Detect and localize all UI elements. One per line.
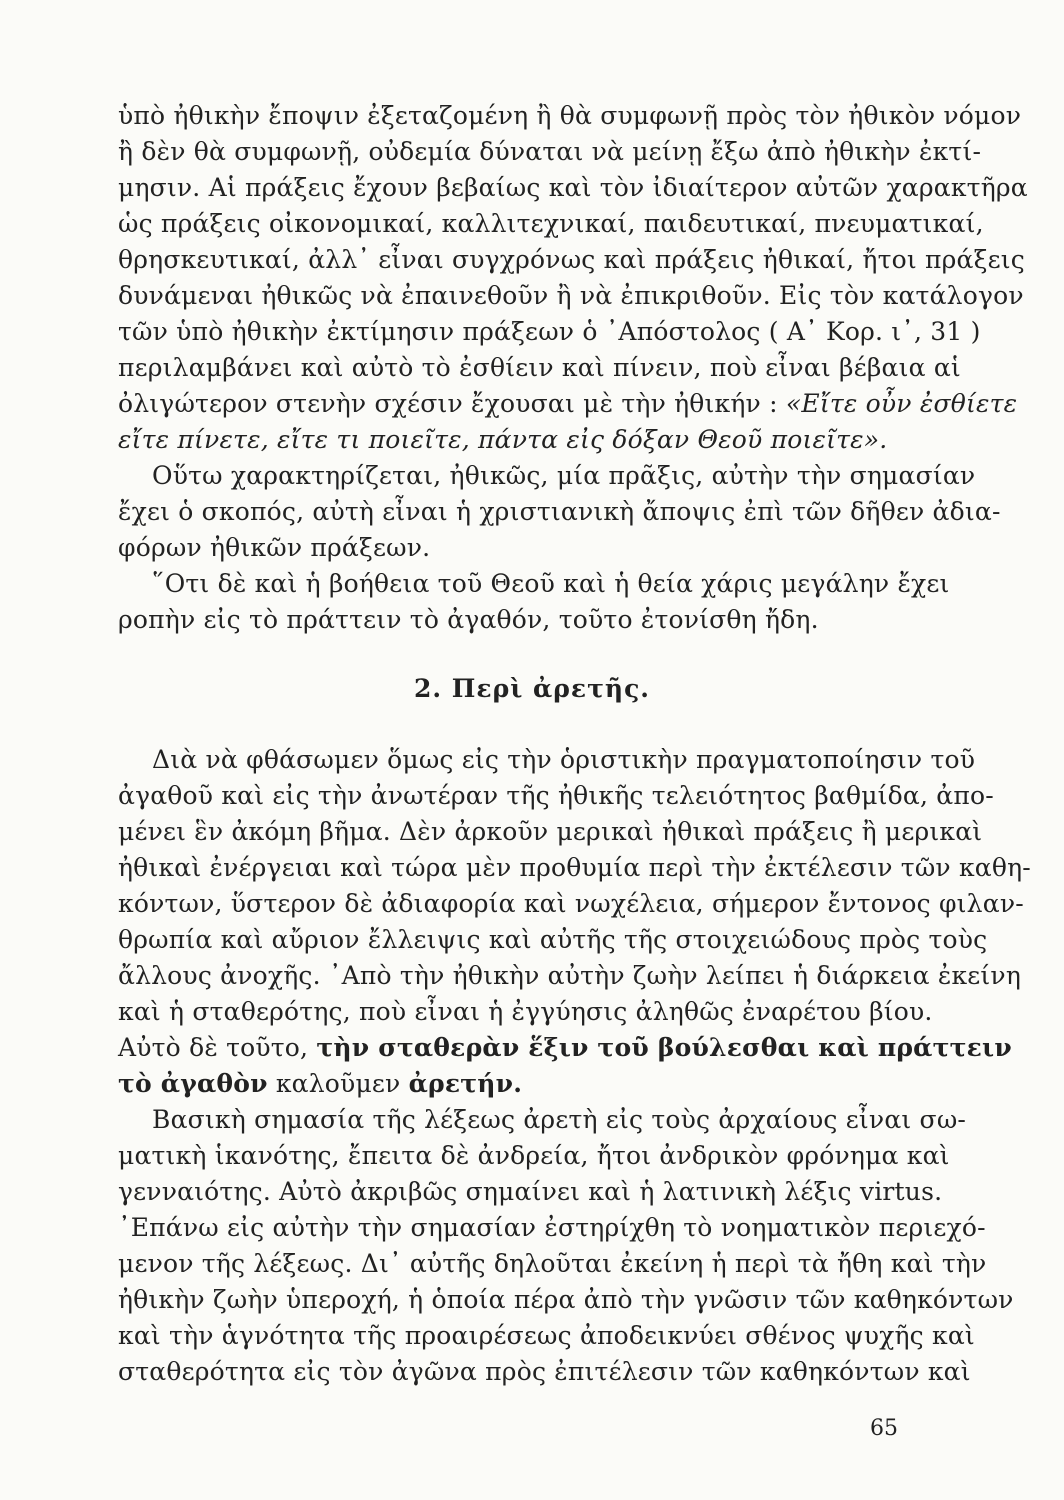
emphasis-text: τὴν σταθερὰν ἕξιν τοῦ βούλεσθαι καὶ πράττειν — [316, 1033, 1012, 1062]
text-line: φόρων ἠθικῶν πράξεων. — [118, 533, 431, 562]
text-line: ὡς πράξεις οἰκονομικαί, καλλιτεχνικαί, παιδευτικαί, πνευματικαί, — [118, 209, 984, 238]
emphasis-text: τὸ ἀγαθὸν — [118, 1069, 268, 1098]
text-line: τῶν ὑπὸ ἠθικὴν ἐκτίμησιν πράξεων ὁ ᾿Απόστολος ( Α᾽ Κορ. ι᾽, 31 ) — [118, 317, 981, 346]
text-line: δυνάμεναι ἠθικῶς νὰ ἐπαινεθοῦν ἢ νὰ ἐπικριθοῦν. Εἰς τὸν κατάλογον — [118, 281, 1024, 310]
text-line: καὶ τὴν ἁγνότητα τῆς προαιρέσεως ἀποδεικνύει σθένος ψυχῆς καὶ — [118, 1321, 975, 1350]
text-segment: ὀλιγώτερον στενὴν σχέσιν ἔχουσαι μὲ τὴν ἠθικήν : — [118, 389, 778, 418]
scripture-quote: «Εἴτε οὖν ἐσθίετε — [785, 389, 1018, 418]
text-line: θρησκευτικαί, ἀλλ᾽ εἶναι συγχρόνως καὶ πράξεις ἠθικαί, ἤτοι πράξεις — [118, 245, 1025, 274]
text-segment: καλοῦμεν — [275, 1069, 401, 1098]
scripture-quote: εἴτε πίνετε, εἴτε τι ποιεῖτε, πάντα εἰς δόξαν Θεοῦ ποιεῖτε». — [118, 425, 888, 454]
text-line — [118, 386, 1018, 422]
text-line: μενον τῆς λέξεως. Δι᾽ αὐτῆς δηλοῦται ἐκείνη ἡ περὶ τὰ ἤθη καὶ τὴν — [118, 1249, 987, 1278]
text-line: ὑπὸ ἠθικὴν ἔποψιν ἐξεταζομένη ἢ θὰ συμφωνῇ πρὸς τὸν ἠθικὸν νόμον — [118, 101, 1022, 130]
text-line: ἔχει ὁ σκοπός, αὐτὴ εἶναι ἡ χριστιανικὴ ἄποψις ἐπὶ τῶν δῆθεν ἀδια- — [118, 497, 1001, 526]
text-line: ἠθικὴν ζωὴν ὑπεροχή, ἡ ὁποία πέρα ἀπὸ τὴν γνῶσιν τῶν καθηκόντων — [118, 1285, 1014, 1314]
text-line: Διὰ νὰ φθάσωμεν ὅμως εἰς τὴν ὁριστικὴν πραγματοποίησιν τοῦ — [152, 745, 976, 774]
text-line: μένει ἓν ἀκόμη βῆμα. Δὲν ἀρκοῦν μερικαὶ ἠθικαὶ πράξεις ἢ μερικαὶ — [118, 817, 983, 846]
text-line: ᾿Επάνω εἰς αὐτὴν τὴν σημασίαν ἐστηρίχθη τὸ νοηματικὸν περιεχό- — [118, 1213, 986, 1242]
section-heading: 2. Περὶ ἀρετῆς. — [413, 674, 651, 703]
text-line: περιλαμβάνει καὶ αὐτὸ τὸ ἐσθίειν καὶ πίνειν, ποὺ εἶναι βέβαια αἱ — [118, 353, 961, 382]
text-line: μησιν. Αἱ πράξεις ἔχουν βεβαίως καὶ τὸν ἰδιαίτερον αὐτῶν χαρακτῆρα — [118, 173, 1028, 202]
text-line: ἀγαθοῦ καὶ εἰς τὴν ἀνωτέραν τῆς ἠθικῆς τελειότητος βαθμίδα, ἀπο- — [118, 781, 994, 810]
text-line: καὶ ἡ σταθερότης, ποὺ εἶναι ἡ ἐγγύησις ἀληθῶς ἐναρέτου βίου. — [118, 997, 933, 1026]
text-line: ροπὴν εἰς τὸ πράττειν τὸ ἀγαθόν, τοῦτο ἐτονίσθη ἤδη. — [118, 605, 819, 634]
text-line: ἄλλους ἀνοχῆς. ᾿Απὸ τὴν ἠθικὴν αὐτὴν ζωὴν λείπει ἡ διάρκεια ἐκείνη — [118, 961, 1021, 990]
text-line: ῞Οτι δὲ καὶ ἡ βοήθεια τοῦ Θεοῦ καὶ ἡ θεία χάρις μεγάλην ἔχει — [152, 569, 950, 598]
text-line — [118, 1066, 898, 1102]
page-number: 65 — [870, 1416, 898, 1441]
text-line: κόντων, ὕστερον δὲ ἀδιαφορία καὶ νωχέλεια, σήμερον ἔντονος φιλαν- — [118, 889, 1024, 918]
text-line: ἢ δὲν θὰ συμφωνῇ, οὐδεμία δύναται νὰ μείνῃ ἔξω ἀπὸ ἠθικὴν ἐκτί- — [118, 137, 982, 166]
text-line: θρωπία καὶ αὔριον ἔλλειψις καὶ αὐτῆς τῆς στοιχειώδους πρὸς τοὺς — [118, 925, 988, 954]
text-line: σταθερότητα εἰς τὸν ἀγῶνα πρὸς ἐπιτέλεσιν τῶν καθηκόντων καὶ — [118, 1357, 971, 1386]
text-line — [118, 1030, 1012, 1066]
text-line: γενναιότης. Αὐτὸ ἀκριβῶς σημαίνει καὶ ἡ λατινικὴ λέξις virtus. — [118, 1177, 943, 1206]
emphasis-text: ἀρετήν. — [408, 1069, 523, 1098]
text-segment: Αὐτὸ δὲ τοῦτο, — [118, 1033, 309, 1062]
text-line: Βασικὴ σημασία τῆς λέξεως ἀρετὴ εἰς τοὺς ἀρχαίους εἶναι σω- — [152, 1105, 967, 1134]
text-line: ματικὴ ἱκανότης, ἔπειτα δὲ ἀνδρεία, ἤτοι ἀνδρικὸν φρόνημα καὶ — [118, 1141, 950, 1170]
text-line: ἠθικαὶ ἐνέργειαι καὶ τώρα μὲν προθυμία περὶ τὴν ἐκτέλεσιν τῶν καθη- — [118, 853, 1031, 882]
text-line: Οὕτω χαρακτηρίζεται, ἠθικῶς, μία πρᾶξις, αὐτὴν τὴν σημασίαν — [152, 461, 976, 490]
